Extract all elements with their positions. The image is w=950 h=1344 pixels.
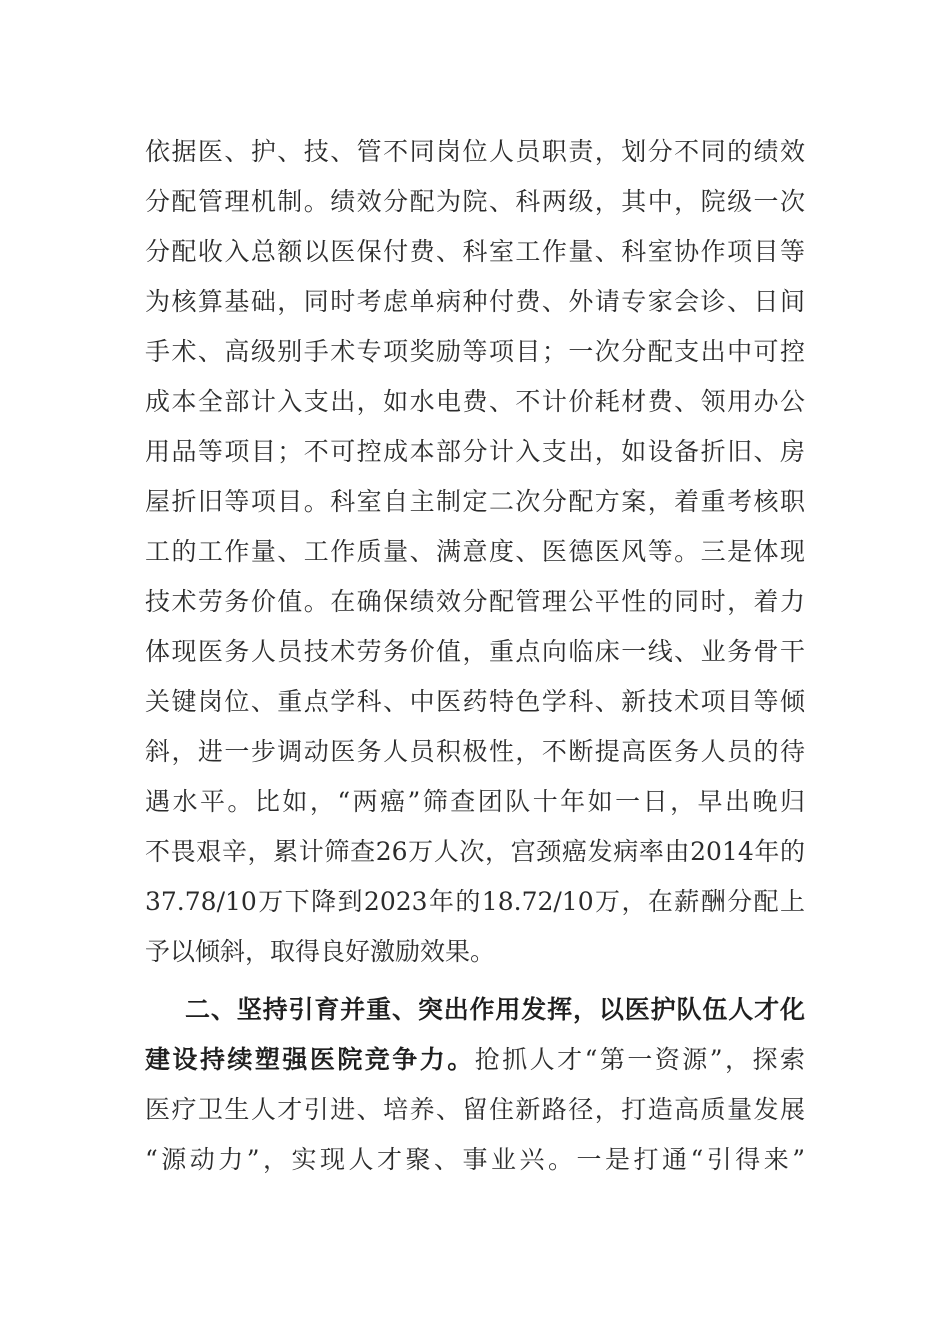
text-line: 体现医务人员技术劳务价值，重点向临床一线、业务骨干 bbox=[145, 637, 805, 666]
text-line: 斜，进一步调动医务人员积极性，不断提高医务人员的待 bbox=[145, 737, 805, 766]
text-line: 屋折旧等项目。科室自主制定二次分配方案，着重考核职 bbox=[145, 487, 805, 516]
text-line: 手术、高级别手术专项奖励等项目；一次分配支出中可控 bbox=[145, 337, 805, 366]
text-span: 抢抓人才“第一资源”，探索 bbox=[474, 1045, 805, 1074]
paragraph-talent-section bbox=[145, 985, 805, 1185]
text-line: 技术劳务价值。在确保绩效分配管理公平性的同时，着力 bbox=[145, 587, 805, 616]
text-line: 遇水平。比如，“两癌”筛查团队十年如一日，早出晚归 bbox=[145, 787, 805, 816]
text-line bbox=[145, 1035, 805, 1085]
text-line: 为核算基础，同时考虑单病种付费、外请专家会诊、日间 bbox=[145, 287, 805, 316]
text-line: 予以倾斜，取得良好激励效果。 bbox=[145, 937, 496, 966]
text-line: 医疗卫生人才引进、培养、留住新路径，打造高质量发展 bbox=[145, 1095, 805, 1124]
text-line: 关键岗位、重点学科、中医药特色学科、新技术项目等倾 bbox=[145, 687, 805, 716]
text-line: 用品等项目；不可控成本部分计入支出，如设备折旧、房 bbox=[145, 437, 805, 466]
text-line: 分配收入总额以医保付费、科室工作量、科室协作项目等 bbox=[145, 237, 805, 266]
text-line: 成本全部计入支出，如水电费、不计价耗材费、领用办公 bbox=[145, 387, 805, 416]
section-heading-line: 二、坚持引育并重、突出作用发挥，以医护队伍人才化 bbox=[185, 995, 805, 1024]
text-line: 不畏艰辛，累计筛查26万人次，宫颈癌发病率由2014年的 bbox=[145, 837, 805, 866]
text-line: “源动力”，实现人才聚、事业兴。一是打通“引得来” bbox=[145, 1145, 805, 1174]
text-line: 工的工作量、工作质量、满意度、医德医风等。三是体现 bbox=[145, 537, 805, 566]
paragraph-performance-distribution bbox=[145, 127, 805, 977]
section-heading-continuation: 建设持续塑强医院竞争力。 bbox=[145, 1045, 475, 1074]
text-line: 37.78/10万下降到2023年的18.72/10万，在薪酬分配上 bbox=[145, 887, 805, 916]
text-line: 依据医、护、技、管不同岗位人员职责，划分不同的绩效 bbox=[145, 137, 805, 166]
text-line: 分配管理机制。绩效分配为院、科两级，其中，院级一次 bbox=[145, 187, 805, 216]
